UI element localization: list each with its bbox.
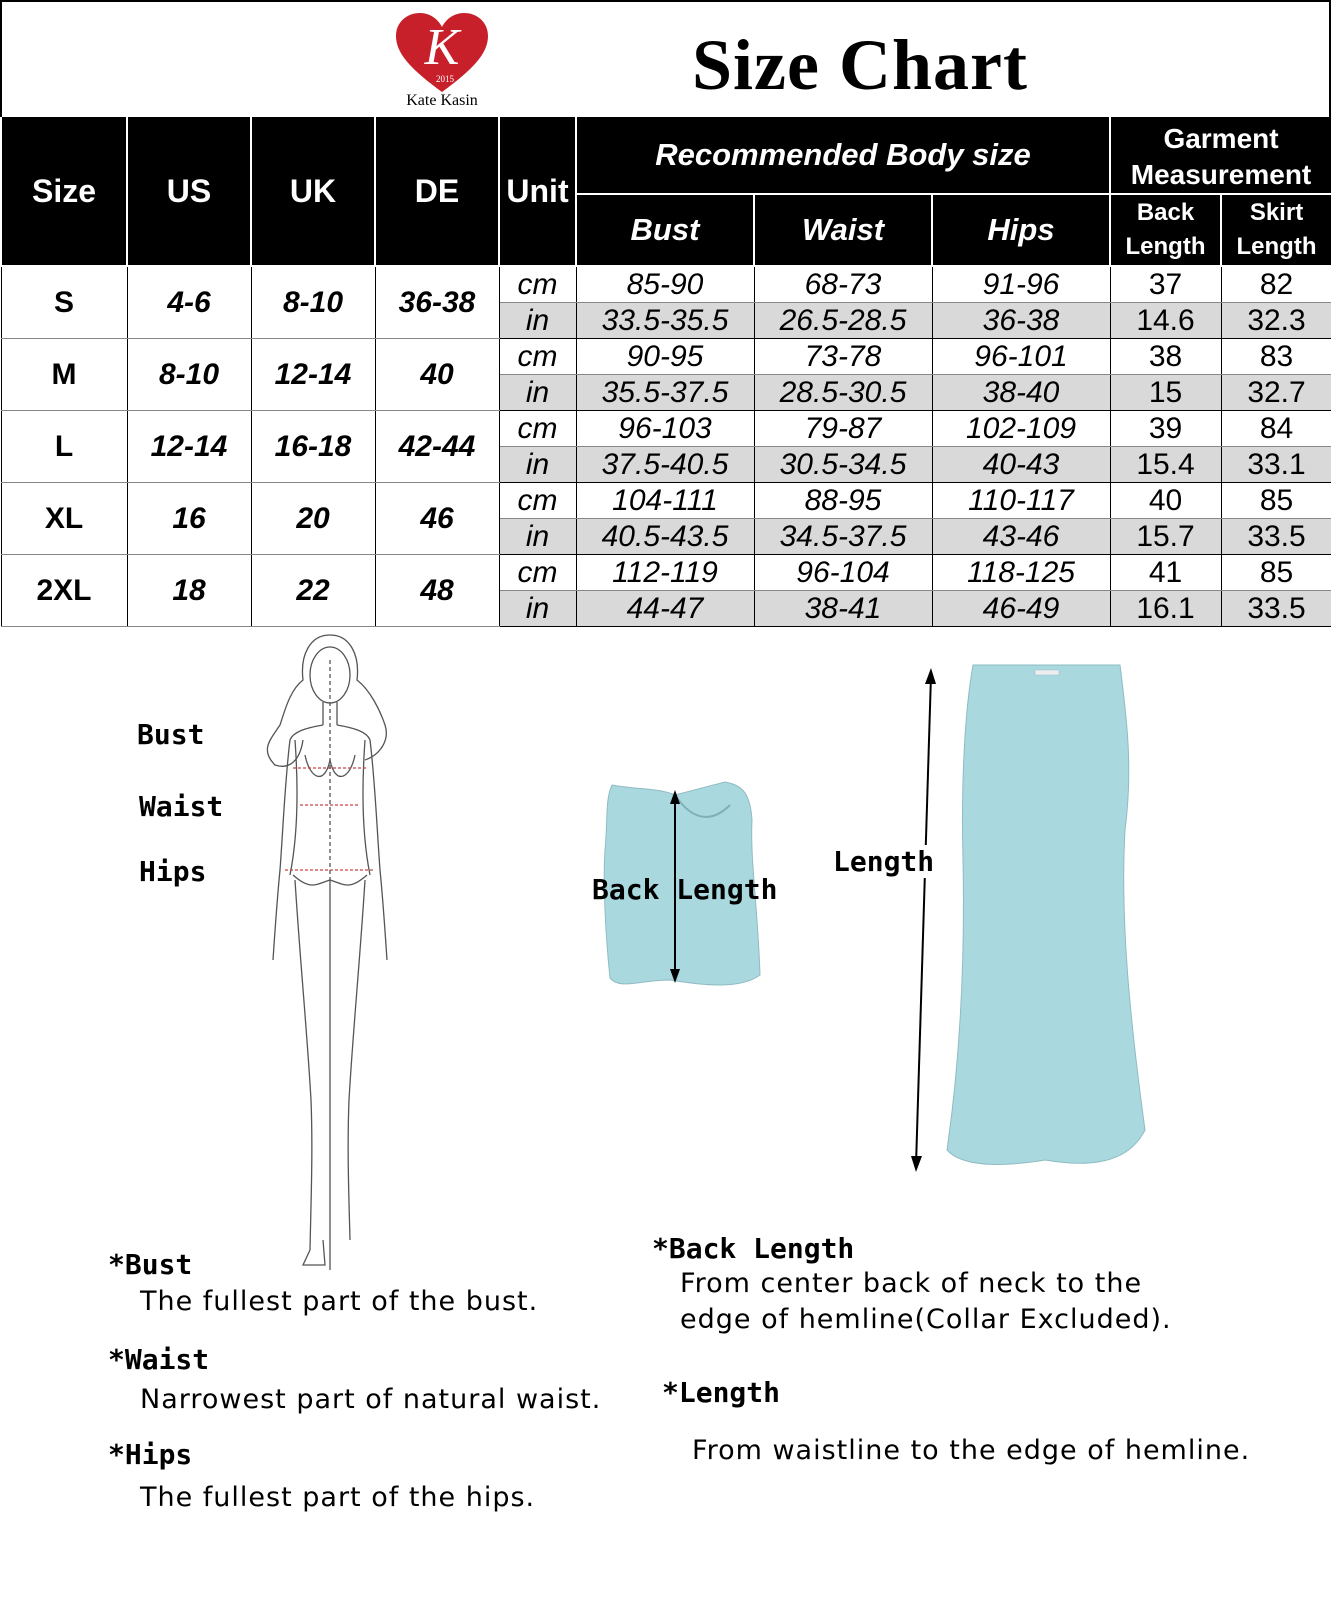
top-label-back-length: Back Length	[592, 873, 778, 906]
figure-label-hips: Hips	[139, 855, 207, 888]
waist-cell: 34.5-37.5	[754, 519, 932, 555]
size-chart-table	[0, 117, 1331, 627]
figure-label-bust: Bust	[137, 718, 205, 751]
waist-cell: 26.5-28.5	[754, 303, 932, 339]
waist-cell: 96-104	[754, 555, 932, 591]
size-cell: L	[1, 411, 127, 483]
back-length-cell: 15	[1110, 375, 1221, 411]
waist-cell: 28.5-30.5	[754, 375, 932, 411]
us-size-cell: 8-10	[127, 339, 251, 411]
back-length-cell: 38	[1110, 339, 1221, 375]
waist-cell: 73-78	[754, 339, 932, 375]
unit-cell: in	[499, 519, 576, 555]
note-hips-heading: *Hips	[108, 1438, 193, 1471]
unit-cell: cm	[499, 411, 576, 447]
brand-logo	[392, 10, 492, 110]
bust-cell: 85-90	[576, 266, 754, 303]
bust-cell: 33.5-35.5	[576, 303, 754, 339]
us-size-cell: 18	[127, 555, 251, 627]
waist-cell: 68-73	[754, 266, 932, 303]
header-unit: Unit	[499, 117, 576, 266]
brand-name: Kate Kasin	[406, 92, 478, 109]
hips-cell: 43-46	[932, 519, 1110, 555]
waist-cell: 79-87	[754, 411, 932, 447]
unit-cell: cm	[499, 339, 576, 375]
skirt-length-cell: 32.7	[1221, 375, 1331, 411]
hips-cell: 36-38	[932, 303, 1110, 339]
skirt-length-cell: 83	[1221, 339, 1331, 375]
unit-cell: cm	[499, 555, 576, 591]
header-us: US	[127, 117, 251, 266]
header	[0, 0, 1331, 118]
bust-cell: 112-119	[576, 555, 754, 591]
hips-cell: 46-49	[932, 591, 1110, 627]
size-cell: S	[1, 266, 127, 339]
back-length-cell: 15.4	[1110, 447, 1221, 483]
de-size-cell: 42-44	[375, 411, 499, 483]
skirt-length-cell: 32.3	[1221, 303, 1331, 339]
skirt-label-length: Length	[833, 845, 935, 878]
unit-cell: in	[499, 375, 576, 411]
waist-cell: 30.5-34.5	[754, 447, 932, 483]
hips-cell: 102-109	[932, 411, 1110, 447]
note-back-length-heading: *Back Length	[652, 1232, 855, 1265]
heart-logo-icon	[392, 10, 492, 100]
header-de: DE	[375, 117, 499, 266]
waist-cell: 88-95	[754, 483, 932, 519]
us-size-cell: 4-6	[127, 266, 251, 339]
uk-size-cell: 20	[251, 483, 375, 555]
table-row	[1, 339, 1331, 375]
hips-cell: 91-96	[932, 266, 1110, 303]
header-hips: Hips	[932, 194, 1110, 266]
header-waist: Waist	[754, 194, 932, 266]
back-length-cell: 16.1	[1110, 591, 1221, 627]
unit-cell: in	[499, 591, 576, 627]
body-figure-illustration	[255, 630, 405, 1270]
bust-cell: 90-95	[576, 339, 754, 375]
unit-cell: in	[499, 303, 576, 339]
skirt-garment-illustration	[905, 660, 1165, 1190]
note-back-length-text-1: From center back of neck to the	[680, 1268, 1143, 1299]
header-recommended-body-size: Recommended Body size	[576, 117, 1110, 194]
back-length-cell: 14.6	[1110, 303, 1221, 339]
back-length-cell: 41	[1110, 555, 1221, 591]
table-row	[1, 483, 1331, 519]
waist-cell: 38-41	[754, 591, 932, 627]
size-cell: 2XL	[1, 555, 127, 627]
hips-cell: 38-40	[932, 375, 1110, 411]
de-size-cell: 46	[375, 483, 499, 555]
hips-cell: 40-43	[932, 447, 1110, 483]
note-hips-text: The fullest part of the hips.	[140, 1482, 536, 1513]
logo-year: 2015	[436, 74, 454, 84]
header-size: Size	[1, 117, 127, 266]
de-size-cell: 48	[375, 555, 499, 627]
us-size-cell: 12-14	[127, 411, 251, 483]
note-length-heading: *Length	[662, 1376, 781, 1409]
skirt-length-cell: 33.5	[1221, 591, 1331, 627]
header-back-length: Back Length	[1110, 194, 1221, 266]
de-size-cell: 36-38	[375, 266, 499, 339]
size-cell: XL	[1, 483, 127, 555]
back-length-cell: 15.7	[1110, 519, 1221, 555]
table-row	[1, 266, 1331, 303]
skirt-length-cell: 33.5	[1221, 519, 1331, 555]
uk-size-cell: 8-10	[251, 266, 375, 339]
unit-cell: cm	[499, 266, 576, 303]
figure-label-waist: Waist	[139, 790, 224, 823]
size-cell: M	[1, 339, 127, 411]
bust-cell: 40.5-43.5	[576, 519, 754, 555]
bust-cell: 37.5-40.5	[576, 447, 754, 483]
note-waist-heading: *Waist	[108, 1343, 210, 1376]
header-bust: Bust	[576, 194, 754, 266]
note-length-text: From waistline to the edge of hemline.	[692, 1435, 1251, 1466]
hips-cell: 118-125	[932, 555, 1110, 591]
skirt-length-cell: 82	[1221, 266, 1331, 303]
logo-letter: K	[424, 19, 460, 76]
note-back-length-text-2: edge of hemline(Collar Excluded).	[680, 1304, 1172, 1334]
uk-size-cell: 12-14	[251, 339, 375, 411]
page-title: Size Chart	[692, 25, 1028, 105]
hips-cell: 96-101	[932, 339, 1110, 375]
us-size-cell: 16	[127, 483, 251, 555]
header-skirt-length: Skirt Length	[1221, 194, 1331, 266]
hips-cell: 110-117	[932, 483, 1110, 519]
header-garment-measurement: Garment Measurement	[1110, 117, 1331, 194]
skirt-length-cell: 84	[1221, 411, 1331, 447]
uk-size-cell: 22	[251, 555, 375, 627]
unit-cell: cm	[499, 483, 576, 519]
bust-cell: 104-111	[576, 483, 754, 519]
note-waist-text: Narrowest part of natural waist.	[140, 1384, 602, 1415]
table-row	[1, 555, 1331, 591]
bust-cell: 35.5-37.5	[576, 375, 754, 411]
de-size-cell: 40	[375, 339, 499, 411]
table-row	[1, 411, 1331, 447]
bust-cell: 44-47	[576, 591, 754, 627]
note-bust-text: The fullest part of the bust.	[140, 1286, 539, 1317]
skirt-length-cell: 33.1	[1221, 447, 1331, 483]
unit-cell: in	[499, 447, 576, 483]
skirt-length-cell: 85	[1221, 555, 1331, 591]
back-length-cell: 40	[1110, 483, 1221, 519]
back-length-cell: 39	[1110, 411, 1221, 447]
bust-cell: 96-103	[576, 411, 754, 447]
header-uk: UK	[251, 117, 375, 266]
skirt-length-cell: 85	[1221, 483, 1331, 519]
uk-size-cell: 16-18	[251, 411, 375, 483]
back-length-cell: 37	[1110, 266, 1221, 303]
note-bust-heading: *Bust	[108, 1248, 193, 1281]
